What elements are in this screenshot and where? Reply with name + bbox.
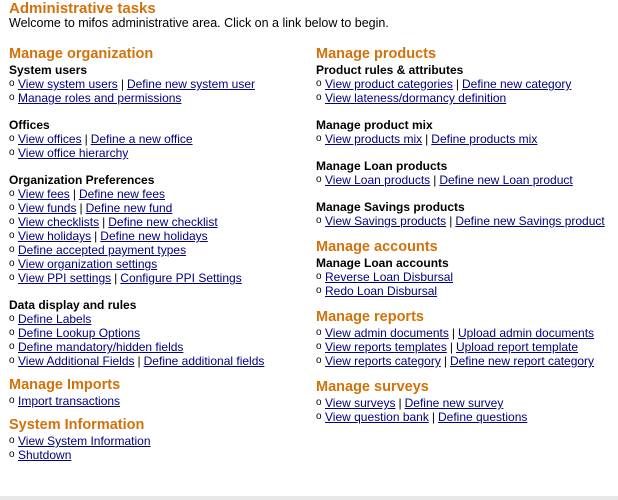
list-item (316, 354, 616, 368)
left-column (9, 45, 309, 462)
bullet-icon: o (9, 449, 15, 460)
separator: | (449, 214, 453, 228)
bullet-icon: o (9, 133, 15, 144)
section-manage-reports: Manage reports (316, 309, 424, 325)
define-labels-link[interactable]: Define Labels (18, 312, 92, 326)
define-category-link[interactable]: Define new category (461, 77, 572, 91)
list-item (316, 214, 616, 228)
list-item (9, 271, 309, 285)
welcome-text: Welcome to mifos administrative area. Click on a link below to begin. (9, 16, 389, 30)
define-questions-link[interactable]: Define questions (437, 410, 528, 424)
view-admin-documents-link[interactable]: View admin documents (325, 326, 449, 340)
section-manage-organization: Manage organization (9, 46, 154, 62)
view-office-hierarchy-link[interactable]: View office hierarchy (18, 146, 129, 160)
view-fees-link[interactable]: View fees (18, 187, 70, 201)
bullet-icon: o (316, 215, 322, 226)
upload-admin-documents-link[interactable]: Upload admin documents (457, 326, 595, 340)
define-fees-link[interactable]: Define new fees (78, 187, 165, 201)
list-item (316, 173, 616, 187)
bullet-icon: o (316, 271, 322, 282)
shutdown-link[interactable]: Shutdown (18, 448, 72, 462)
redo-loan-disbursal-link[interactable]: Redo Loan Disbursal (325, 284, 438, 298)
bullet-icon: o (9, 216, 15, 227)
list-item (9, 91, 309, 105)
define-system-user-link[interactable]: Define new system user (126, 77, 255, 91)
separator: | (72, 187, 76, 201)
footer-divider (0, 496, 618, 500)
define-payment-types-link[interactable]: Define accepted payment types (18, 243, 187, 257)
list-item (9, 340, 309, 354)
view-holidays-link[interactable]: View holidays (18, 229, 92, 243)
configure-ppi-settings-link[interactable]: Configure PPI Settings (120, 271, 242, 285)
list-item (9, 326, 309, 340)
view-funds-link[interactable]: View funds (18, 201, 77, 215)
list-item (9, 434, 309, 448)
reverse-loan-disbursal-link[interactable]: Reverse Loan Disbursal (325, 270, 454, 284)
separator: | (425, 132, 429, 146)
section-manage-imports: Manage Imports (9, 377, 121, 393)
view-savings-products-link[interactable]: View Savings products (325, 214, 447, 228)
list-item (9, 215, 309, 229)
bullet-icon: o (316, 341, 322, 352)
list-item (9, 257, 309, 271)
separator: | (431, 410, 435, 424)
group-loan-accounts: Manage Loan accounts (316, 256, 449, 270)
separator: | (433, 173, 437, 187)
separator: | (137, 354, 141, 368)
bullet-icon: o (316, 92, 322, 103)
section-system-information: System Information (9, 417, 145, 433)
view-reports-templates-link[interactable]: View reports templates (325, 340, 447, 354)
list-item (9, 146, 309, 160)
define-loan-product-link[interactable]: Define new Loan product (439, 173, 573, 187)
separator: | (455, 77, 459, 91)
page-title: Administrative tasks (9, 0, 156, 17)
bullet-icon: o (9, 188, 15, 199)
bullet-icon: o (9, 92, 15, 103)
group-organization-preferences: Organization Preferences (9, 173, 155, 187)
view-additional-fields-link[interactable]: View Additional Fields (18, 354, 135, 368)
list-item (316, 284, 616, 298)
bullet-icon: o (316, 285, 322, 296)
bullet-icon: o (9, 202, 15, 213)
bullet-icon: o (316, 411, 322, 422)
section-manage-accounts: Manage accounts (316, 239, 438, 255)
view-system-users-link[interactable]: View system users (18, 77, 118, 91)
separator: | (449, 340, 453, 354)
bullet-icon: o (9, 258, 15, 269)
define-mandatory-fields-link[interactable]: Define mandatory/hidden fields (18, 340, 184, 354)
bullet-icon: o (316, 397, 322, 408)
list-item (316, 132, 616, 146)
list-item (9, 77, 309, 91)
list-item (9, 201, 309, 215)
view-question-bank-link[interactable]: View question bank (325, 410, 429, 424)
define-additional-fields-link[interactable]: Define additional fields (143, 354, 265, 368)
view-loan-products-link[interactable]: View Loan products (325, 173, 431, 187)
view-lateness-dormancy-link[interactable]: View lateness/dormancy definition (325, 91, 507, 105)
view-offices-link[interactable]: View offices (18, 132, 82, 146)
bullet-icon: o (9, 244, 15, 255)
group-offices: Offices (9, 118, 50, 132)
import-transactions-link[interactable]: Import transactions (18, 394, 121, 408)
separator: | (79, 201, 83, 215)
list-item (316, 326, 616, 340)
separator: | (443, 354, 447, 368)
bullet-icon: o (9, 313, 15, 324)
define-products-mix-link[interactable]: Define products mix (431, 132, 538, 146)
group-product-rules: Product rules & attributes (316, 63, 464, 77)
define-fund-link[interactable]: Define new fund (85, 201, 173, 215)
list-item (9, 354, 309, 368)
bullet-icon: o (9, 230, 15, 241)
section-manage-surveys: Manage surveys (316, 379, 429, 395)
separator: | (94, 229, 98, 243)
list-item (9, 132, 309, 146)
list-item (316, 77, 616, 91)
define-report-category-link[interactable]: Define new report category (449, 354, 595, 368)
right-column (316, 45, 616, 424)
group-product-mix: Manage product mix (316, 118, 433, 132)
bullet-icon: o (316, 133, 322, 144)
define-lookup-options-link[interactable]: Define Lookup Options (18, 326, 141, 340)
view-product-categories-link[interactable]: View product categories (325, 77, 453, 91)
separator: | (114, 271, 118, 285)
list-item (9, 187, 309, 201)
view-reports-category-link[interactable]: View reports category (325, 354, 441, 368)
list-item (316, 340, 616, 354)
list-item (316, 270, 616, 284)
group-savings-products: Manage Savings products (316, 200, 465, 214)
separator: | (84, 132, 88, 146)
bullet-icon: o (316, 327, 322, 338)
bullet-icon: o (9, 272, 15, 283)
group-data-display-rules: Data display and rules (9, 298, 137, 312)
list-item (316, 91, 616, 105)
separator: | (451, 326, 455, 340)
list-item (9, 229, 309, 243)
bullet-icon: o (9, 435, 15, 446)
list-item (9, 448, 309, 462)
bullet-icon: o (316, 78, 322, 89)
bullet-icon: o (316, 355, 322, 366)
bullet-icon: o (9, 327, 15, 338)
list-item (316, 410, 616, 424)
define-savings-product-link[interactable]: Define new Savings product (455, 214, 605, 228)
view-surveys-link[interactable]: View surveys (325, 396, 396, 410)
view-checklists-link[interactable]: View checklists (18, 215, 100, 229)
bullet-icon: o (9, 147, 15, 158)
view-organization-settings-link[interactable]: View organization settings (18, 257, 158, 271)
manage-roles-link[interactable]: Manage roles and permissions (18, 91, 182, 105)
bullet-icon: o (9, 355, 15, 366)
list-item (9, 243, 309, 257)
list-item (9, 394, 309, 408)
bullet-icon: o (9, 341, 15, 352)
list-item (9, 312, 309, 326)
separator: | (398, 396, 402, 410)
view-ppi-settings-link[interactable]: View PPI settings (18, 271, 112, 285)
separator: | (102, 215, 106, 229)
view-system-information-link[interactable]: View System Information (18, 434, 151, 448)
bullet-icon: o (9, 395, 15, 406)
group-system-users: System users (9, 63, 88, 77)
define-survey-link[interactable]: Define new survey (404, 396, 504, 410)
view-products-mix-link[interactable]: View products mix (325, 132, 423, 146)
define-checklist-link[interactable]: Define new checklist (108, 215, 218, 229)
section-manage-products: Manage products (316, 46, 437, 62)
define-office-link[interactable]: Define a new office (90, 132, 193, 146)
list-item (316, 396, 616, 410)
bullet-icon: o (9, 78, 15, 89)
separator: | (120, 77, 124, 91)
define-holidays-link[interactable]: Define new holidays (100, 229, 208, 243)
group-loan-products: Manage Loan products (316, 159, 448, 173)
bullet-icon: o (316, 174, 322, 185)
upload-report-template-link[interactable]: Upload report template (455, 340, 579, 354)
